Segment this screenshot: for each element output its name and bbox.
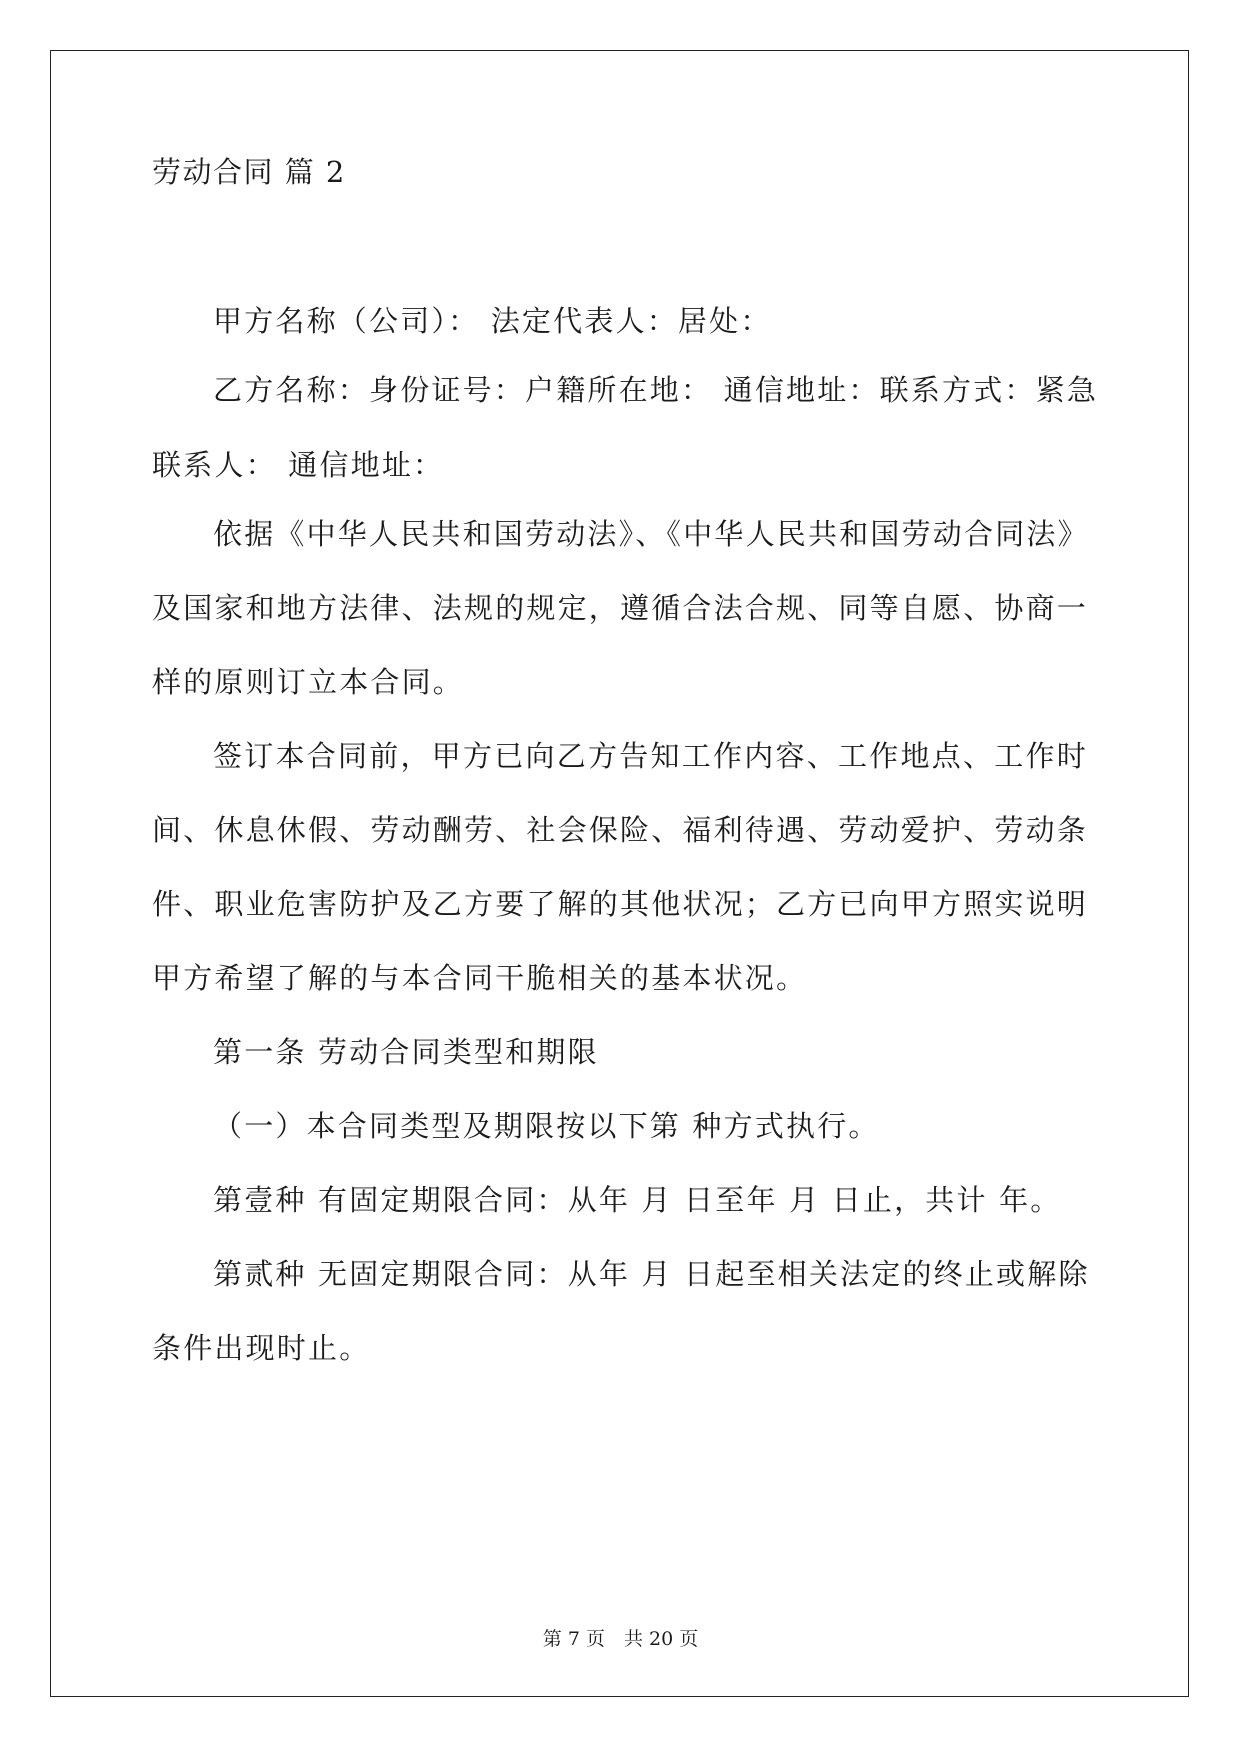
basis-paragraph-line-2: 及国家和地方法律、法规的规定，遵循合法合规、同等自愿、协商一 [152, 591, 1089, 625]
clause-1-line: （一）本合同类型及期限按以下第 种方式执行。 [213, 1109, 880, 1143]
article-one-title: 第一条 劳动合同类型和期限 [213, 1035, 599, 1069]
document-heading: 劳动合同 篇 2 [152, 155, 346, 189]
notice-paragraph-line-1: 签订本合同前，甲方已向乙方告知工作内容、工作地点、工作时 [213, 739, 1088, 773]
page-number-footer: 第 7 页 共 20 页 [542, 1628, 699, 1650]
page-border [50, 50, 1189, 1697]
option-2-line: 第贰种 无固定期限合同：从年 月 日起至相关法定的终止或解除 [213, 1257, 1090, 1291]
party-b-line-cont: 联系人： 通信地址： [152, 448, 445, 482]
notice-paragraph-line-2: 间、休息休假、劳动酬劳、社会保险、福利待遇、劳动爱护、劳动条 [152, 813, 1089, 847]
basis-paragraph-line-1: 依据《中华人民共和国劳动法》、《中华人民共和国劳动合同法》 [213, 517, 1089, 551]
basis-paragraph-line-3: 样的原则订立本合同。 [152, 665, 465, 699]
notice-paragraph-line-4: 甲方希望了解的与本合同干脆相关的基本状况。 [152, 961, 808, 995]
option-2-line-cont: 条件出现时止。 [152, 1331, 371, 1365]
party-a-line: 甲方名称（公司）： 法定代表人：居处： [213, 304, 772, 338]
party-b-line: 乙方名称：身份证号：户籍所在地： 通信地址：联系方式：紧急 [213, 373, 1099, 407]
option-1-line: 第壹种 有固定期限合同：从年 月 日至年 月 日止，共计 年。 [213, 1183, 1062, 1217]
notice-paragraph-line-3: 件、职业危害防护及乙方要了解的其他状况；乙方已向甲方照实说明 [152, 887, 1089, 921]
